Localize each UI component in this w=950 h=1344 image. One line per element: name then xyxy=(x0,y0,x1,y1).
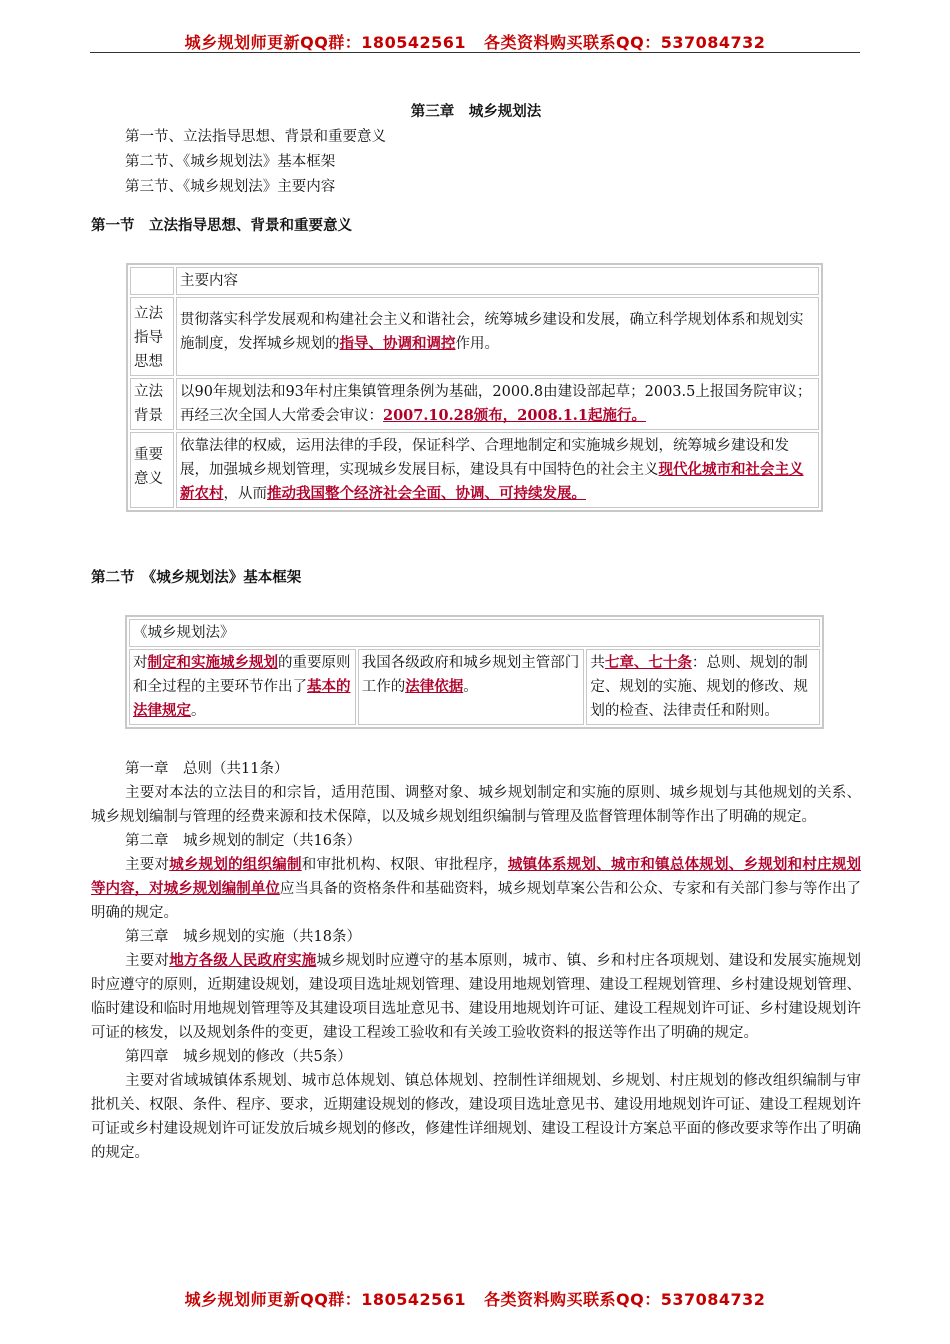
banner-qq-group: 城乡规划师更新QQ群：180542561 xyxy=(184,1290,466,1309)
chapter-list xyxy=(91,757,861,1165)
toc-item: 第一节、立法指导思想、背景和重要意义 xyxy=(125,129,386,145)
table-header: 主要内容 xyxy=(176,267,819,295)
highlight-text: 地方各级人民政府实施 xyxy=(169,952,317,969)
toc-item: 第三节、《城乡规划法》主要内容 xyxy=(125,179,336,195)
highlight-text: 制定和实施城乡规划 xyxy=(147,654,278,671)
highlight-text: 2007.10.28颁布，2008.1.1起施行。 xyxy=(383,407,646,424)
chapter-heading: 第四章 城乡规划的修改（共5条） xyxy=(125,1049,352,1065)
highlight-text: 城镇体系规划、城市和镇总体规划、乡规划和村庄规划等内容，对城乡规划编制单位 xyxy=(91,856,862,897)
chapter-heading: 第一章 总则（共11条） xyxy=(125,761,289,777)
row-content: 以90年规划法和93年村庄集镇管理条例为基础，2000.8由建设部起草；2003.5上报国务院审议；再经三次全国人大常委会审议：2007.10.28颁布，2008.1.1起施行。 xyxy=(176,378,819,430)
section2-title: 第二节 《城乡规划法》基本框架 xyxy=(91,569,302,586)
document-body xyxy=(91,100,861,1165)
table-row xyxy=(130,297,819,376)
row-label: 重要意义 xyxy=(130,432,174,508)
chapter-summary: 主要对城乡规划的组织编制和审批机构、权限、审批程序，城镇体系规划、城市和镇总体规划、乡规划和村庄规划等内容，对城乡规划编制单位应当具备的资格条件和基础资料，城乡规划草案公告和公众、专家和有关部门参与等作出了明确的规定。 xyxy=(91,856,862,921)
toc-item: 第二节、《城乡规划法》基本框架 xyxy=(125,154,336,170)
banner-contact: 各类资料购买联系QQ：537084732 xyxy=(484,33,766,52)
highlight-text: 基本的法律规定 xyxy=(133,678,351,719)
chapter-heading: 第二章 城乡规划的制定（共16条） xyxy=(125,833,361,849)
highlight-text: 七章、七十条 xyxy=(604,654,692,671)
table-row xyxy=(129,649,820,725)
table-corner-cell xyxy=(130,267,174,295)
row-content: 依靠法律的权威，运用法律的手段，保证科学、合理地制定和实施城乡规划，统筹城乡建设和发展，加强城乡规划管理，实现城乡发展目标，建设具有中国特色的社会主义现代化城市和社会主义新农村，从而推动我国整个经济社会全面、协调、可持续发展。 xyxy=(176,432,819,508)
highlight-text: 现代化城市和社会主义新农村 xyxy=(180,461,804,502)
chapter-title: 第三章 城乡规划法 xyxy=(410,103,542,120)
chapter-summary: 主要对省域城镇体系规划、城市总体规划、镇总体规划、控制性详细规划、乡规划、村庄规划的修改组织编制与审批机关、权限、条件、程序、要求，近期建设规划的修改，建设项目选址意见书、建设用地规划许可证、建设工程规划许可证或乡村建设规划许可证发放后城乡规划的修改，修建性详细规划、建设工程设计方案总平面的修改要求等作出了明确的规定。 xyxy=(91,1073,861,1161)
table-header: 《城乡规划法》 xyxy=(129,619,820,647)
banner-qq-group: 城乡规划师更新QQ群：180542561 xyxy=(184,33,466,52)
table-row xyxy=(130,378,819,430)
table-row xyxy=(130,432,819,508)
section1-table xyxy=(126,263,823,512)
table-cell: 对制定和实施城乡规划的重要原则和全过程的主要环节作出了基本的法律规定。 xyxy=(129,649,356,725)
header-rule xyxy=(90,52,860,53)
table-cell: 共七章、七十条：总则、规划的制定、规划的实施、规划的修改、规划的检查、法律责任和附则。 xyxy=(586,649,820,725)
highlight-text: 法律依据 xyxy=(405,678,464,695)
row-label: 立法指导思想 xyxy=(130,297,174,376)
section2-table xyxy=(125,615,824,729)
chapter-heading: 第三章 城乡规划的实施（共18条） xyxy=(125,929,361,945)
row-content: 贯彻落实科学发展观和构建社会主义和谐社会，统筹城乡建设和发展，确立科学规划体系和规划实施制度，发挥城乡规划的指导、协调和调控作用。 xyxy=(176,297,819,376)
footer-banner xyxy=(0,1287,950,1310)
section1-title: 第一节 立法指导思想、背景和重要意义 xyxy=(91,217,352,234)
chapter-summary: 主要对地方各级人民政府实施城乡规划时应遵守的基本原则，城市、镇、乡和村庄各项规划、建设和发展实施规划时应遵守的原则，近期建设规划，建设项目选址规划管理、建设用地规划管理、建设工程规划管理、乡村建设规划管理、临时建设和临时用地规划管理等及其建设项目选址意见书、建设用地规划许可证、建设工程规划许可证、乡村建设规划许可证的核发，以及规划条件的变更，建设工程竣工验收和有关竣工验收资料的报送等作出了明确的规定。 xyxy=(91,952,862,1041)
row-label: 立法背景 xyxy=(130,378,174,430)
highlight-text: 推动我国整个经济社会全面、协调、可持续发展。 xyxy=(267,485,586,502)
highlight-text: 城乡规划的组织编制 xyxy=(169,856,302,873)
chapter-summary: 主要对本法的立法目的和宗旨，适用范围、调整对象、城乡规划制定和实施的原则、城乡规划与其他规划的关系、城乡规划编制与管理的经费来源和技术保障，以及城乡规划组织编制与管理及监督管理体制等作出了明确的规定。 xyxy=(91,785,861,825)
table-cell: 我国各级政府和城乡规划主管部门工作的法律依据。 xyxy=(358,649,585,725)
banner-contact: 各类资料购买联系QQ：537084732 xyxy=(484,1290,766,1309)
header-banner xyxy=(0,30,950,53)
highlight-text: 指导、协调和调控 xyxy=(339,335,456,352)
